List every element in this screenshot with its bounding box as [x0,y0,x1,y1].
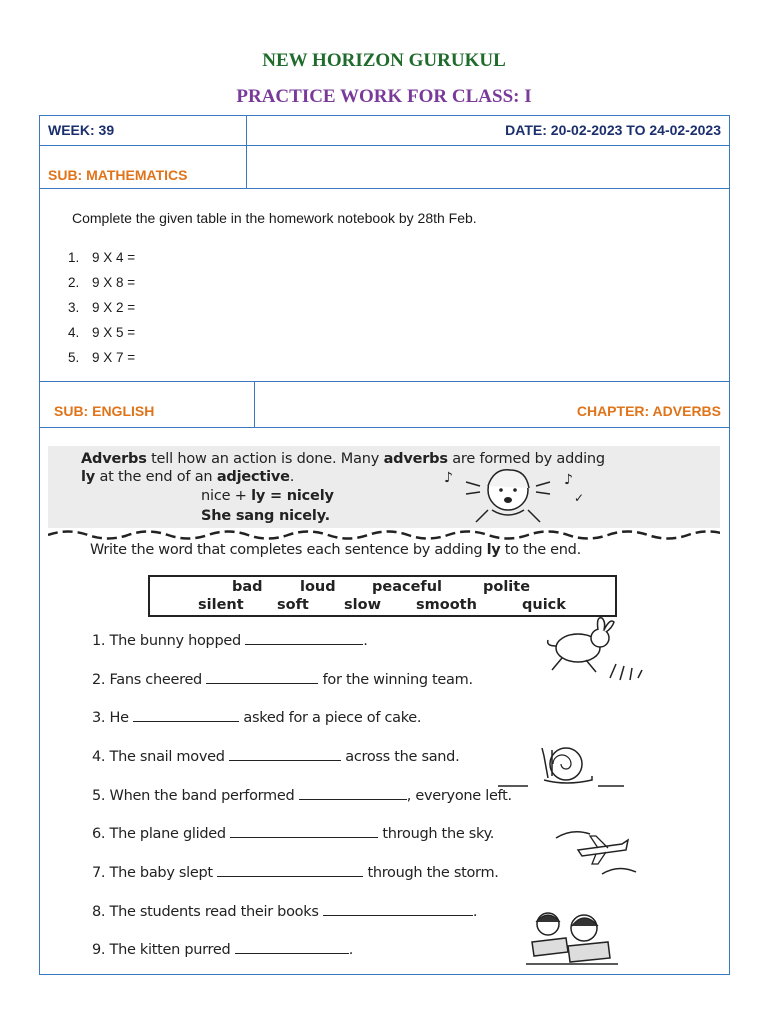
word-bank-item: soft [277,597,309,613]
formula [201,488,334,504]
word-bank [148,575,617,617]
row-divider [40,381,729,382]
term-adjective: adjective [216,469,290,485]
sentence-item [92,748,459,765]
question-text: 9 X 2 = [92,300,136,315]
sentence-text: . [363,633,368,649]
answer-blank[interactable] [235,941,349,954]
math-instruction: Complete the given table in the homework notebook by 28th Feb. [72,210,477,226]
row-divider [40,427,729,428]
formula-part: ly [251,488,266,504]
svg-text:♪: ♪ [564,472,573,488]
page-title: PRACTICE WORK FOR CLASS: I [236,86,532,107]
answer-blank[interactable] [299,787,407,800]
direction-text: ly [486,542,501,558]
answer-blank[interactable] [133,709,239,722]
intro-text: at the end of an [95,469,217,485]
svg-text:✓: ✓ [574,491,585,505]
week-label: WEEK: 39 [48,122,115,138]
sentence-item [92,787,512,804]
sentence-item [92,864,499,881]
worksheet-direction [90,542,581,558]
term-adverbs: Adverbs [81,451,147,467]
math-question-list [68,249,135,374]
question-number: 4. [68,325,80,340]
list-item [68,324,135,349]
question-number: 5. [68,350,80,365]
students-reading-icon [518,906,628,968]
list-item [68,249,135,274]
row-divider [40,145,729,146]
sentence-item [92,671,473,688]
question-number: 2. [68,275,80,290]
wavy-divider [48,528,720,542]
bunny-icon [538,616,648,686]
direction-text: to the end. [500,542,581,558]
math-subject: SUB: MATHEMATICS [48,167,188,183]
term-ly: ly [81,469,96,485]
singing-girl-icon [436,460,586,526]
sentence-item [92,903,477,920]
answer-blank[interactable] [245,632,363,645]
column-divider [246,116,247,188]
worksheet-frame [39,115,730,975]
sentence-text: . [472,904,478,920]
word-bank-item: silent [198,597,244,613]
sentence-text: for the winning team. [322,672,473,688]
list-item [68,299,135,324]
adverbs-worksheet [48,446,720,966]
formula-part: nice + [201,488,252,504]
sentence-text: 1. The bunny hopped [92,633,241,649]
sentence-text: 9. The kitten purred [92,942,231,958]
answer-blank[interactable] [323,903,473,916]
word-bank-item: loud [300,579,336,595]
sentence-text: 6. The plane glided [92,826,226,842]
sentence-text: 8. The students read their books [92,904,319,920]
question-number: 3. [68,300,80,315]
question-text: 9 X 5 = [92,325,136,340]
sentence-text: asked for a piece of cake. [243,710,422,726]
sentence-text: , everyone left. [406,788,512,804]
word-bank-item: peaceful [372,579,443,595]
sentence-text: 7. The baby slept [92,865,213,881]
intro-text: are formed by adding [447,451,605,467]
question-text: 9 X 8 = [92,275,136,290]
word-bank-item: bad [232,579,263,595]
intro-text: tell how an action is done. Many [146,451,384,467]
question-text: 9 X 7 = [92,350,136,365]
list-item [68,274,135,299]
answer-blank[interactable] [229,748,341,761]
snail-icon [488,736,628,796]
row-divider [40,188,729,189]
sentence-item [92,825,494,842]
sentence-text: through the sky. [382,826,495,842]
answer-blank[interactable] [206,671,318,684]
sentence-text: 3. He [92,710,129,726]
sentence-text: 4. The snail moved [92,749,225,765]
sentence-text: 5. When the band performed [92,788,295,804]
sentence-item [92,632,368,649]
plane-icon [552,824,642,880]
word-bank-item: quick [522,597,566,613]
intro-text: . [289,469,295,485]
column-divider [254,381,255,427]
sentence-text: 2. Fans cheered [92,672,202,688]
sentence-text: across the sand. [345,749,460,765]
adverbs-intro-box [48,446,720,528]
word-bank-item: slow [344,597,381,613]
sentence-item [92,941,353,958]
question-number: 1. [68,250,80,265]
date-range: DATE: 20-02-2023 TO 24-02-2023 [505,122,721,138]
sentence-text: . [348,942,354,958]
example-sentence: She sang nicely. [201,508,330,524]
school-name: NEW HORIZON GURUKUL [262,50,506,71]
sentence-text: through the storm. [367,865,499,881]
word-bank-item: smooth [416,597,477,613]
answer-blank[interactable] [230,825,378,838]
list-item [68,349,135,374]
chapter-title: CHAPTER: ADVERBS [576,403,721,419]
intro-line-2 [81,469,294,485]
answer-blank[interactable] [217,864,363,877]
term-adverbs: adverbs [383,451,448,467]
formula-part: = nicely [265,488,334,504]
word-bank-item: polite [483,579,531,595]
english-subject: SUB: ENGLISH [54,403,155,419]
question-text: 9 X 4 = [92,250,136,265]
sentence-item [92,709,421,726]
direction-text: Write the word that completes each sentence by adding [90,542,487,558]
svg-text:♪: ♪ [444,470,453,486]
